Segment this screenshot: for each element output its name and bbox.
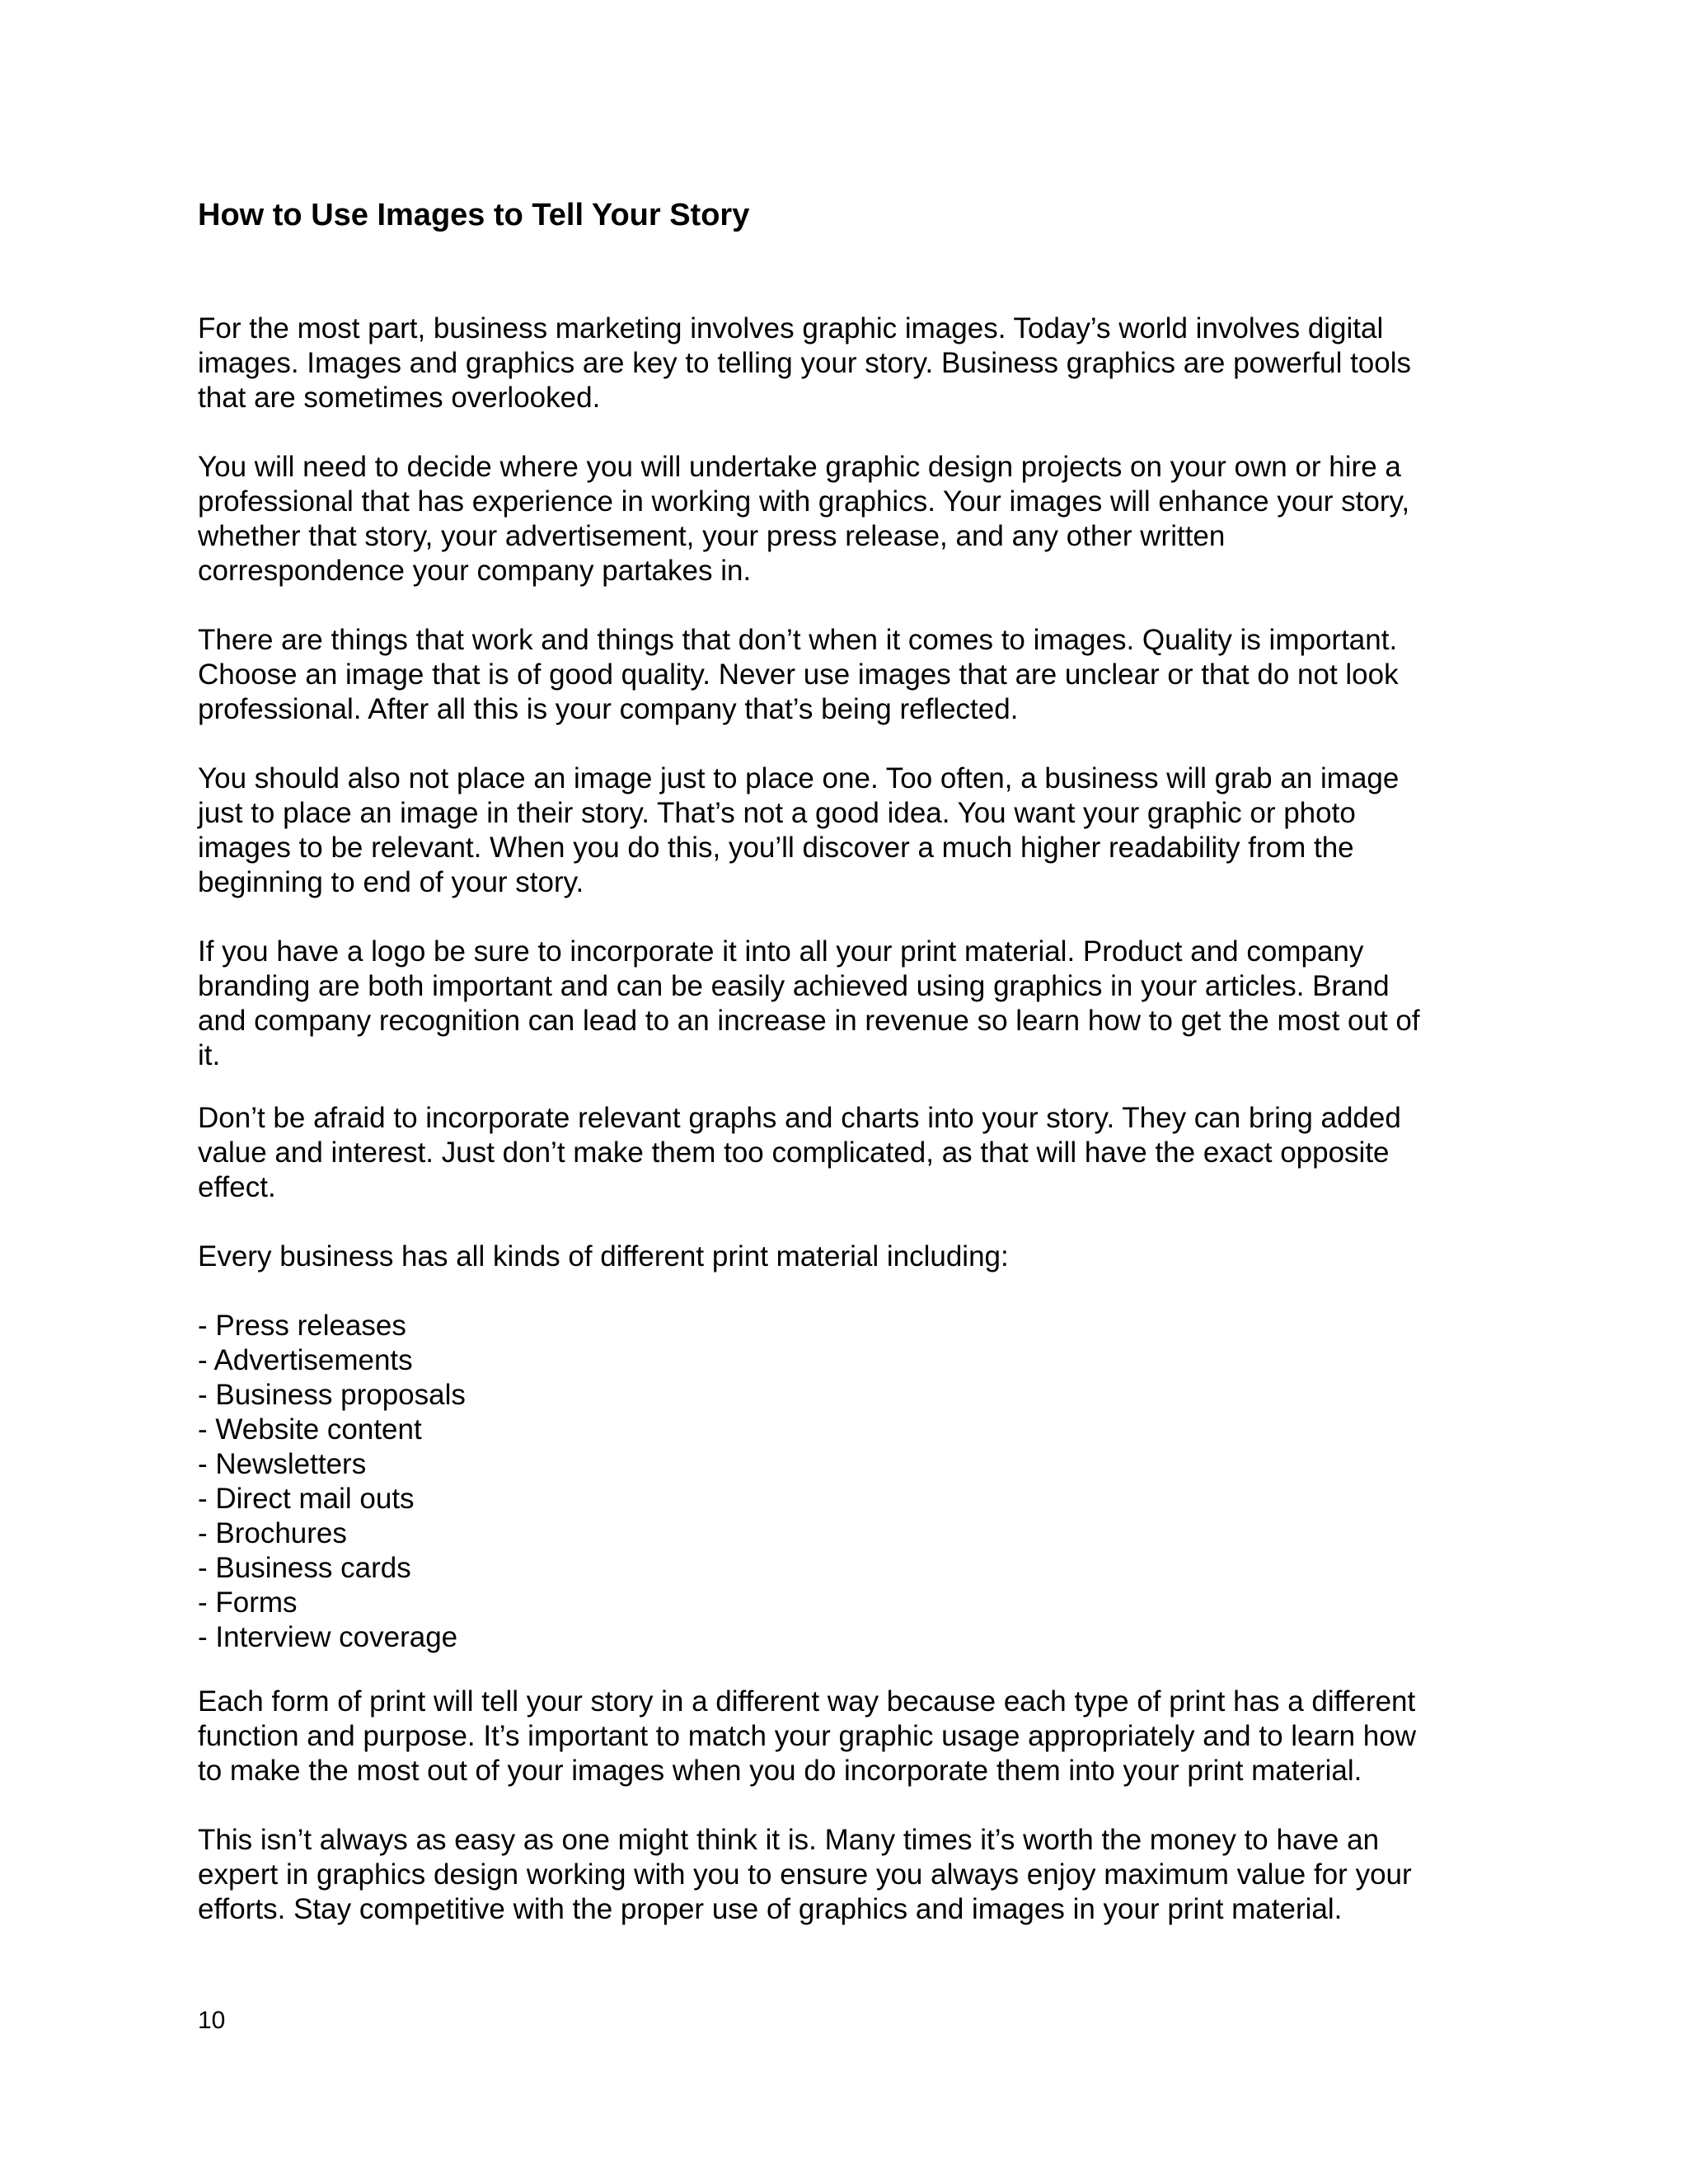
paragraph-line: beginning to end of your story. xyxy=(198,866,584,898)
paragraph-line: You should also not place an image just to place one. Too often, a business will grab an image xyxy=(198,762,1400,794)
paragraph-line: and company recognition can lead to an increase in revenue so learn how to get the most out of xyxy=(198,1005,1420,1037)
paragraph-line: function and purpose. It’s important to match your graphic usage appropriately and to learn how xyxy=(198,1720,1417,1752)
paragraph-line: value and interest. Just don’t make them too complicated, as that will have the exact opposite xyxy=(198,1137,1390,1169)
print-material-list xyxy=(198,1309,466,1655)
paragraph-line: Don’t be afraid to incorporate relevant graphs and charts into your story. They can bring added xyxy=(198,1102,1401,1134)
paragraph-line: professional. After all this is your company that’s being reflected. xyxy=(198,693,1019,725)
list-item: - Business proposals xyxy=(198,1379,466,1411)
paragraph-6 xyxy=(198,1101,1517,1205)
paragraph-3 xyxy=(198,623,1517,727)
paragraph-line: Choose an image that is of good quality. Never use images that are unclear or that do not look xyxy=(198,658,1399,691)
paragraph-4 xyxy=(198,762,1517,900)
list-item: - Business cards xyxy=(198,1552,411,1584)
paragraph-2 xyxy=(198,450,1517,588)
list-item: - Press releases xyxy=(198,1310,406,1342)
list-item: - Website content xyxy=(198,1413,422,1446)
paragraph-line: This isn’t always as easy as one might think it is. Many times it’s worth the money to have an xyxy=(198,1824,1380,1856)
list-item: - Direct mail outs xyxy=(198,1483,415,1515)
paragraph-line: correspondence your company partakes in. xyxy=(198,555,752,587)
paragraph-line: just to place an image in their story. That’s not a good idea. You want your graphic or photo xyxy=(198,797,1356,829)
paragraph-line: efforts. Stay competitive with the proper use of graphics and images in your print material. xyxy=(198,1893,1343,1925)
paragraph-line: images to be relevant. When you do this, you’ll discover a much higher readability from the xyxy=(198,832,1354,864)
paragraph-line: it. xyxy=(198,1039,221,1071)
paragraph-8 xyxy=(198,1685,1517,1788)
paragraph-line: Each form of print will tell your story in a different way because each type of print has a different xyxy=(198,1685,1416,1718)
paragraph-line: There are things that work and things that don’t when it comes to images. Quality is important. xyxy=(198,624,1398,656)
list-item: - Forms xyxy=(198,1586,298,1619)
paragraph-line: You will need to decide where you will undertake graphic design projects on your own or hire a xyxy=(198,451,1401,483)
paragraph-line: that are sometimes overlooked. xyxy=(198,382,601,414)
paragraph-line: professional that has experience in working with graphics. Your images will enhance your story, xyxy=(198,485,1410,518)
paragraph-line: whether that story, your advertisement, your press release, and any other written xyxy=(198,520,1226,552)
paragraph-9 xyxy=(198,1823,1517,1927)
paragraph-line: to make the most out of your images when you do incorporate them into your print material. xyxy=(198,1755,1362,1787)
list-item: - Advertisements xyxy=(198,1344,413,1376)
list-item: - Brochures xyxy=(198,1517,347,1549)
page-title: How to Use Images to Tell Your Story xyxy=(198,198,750,232)
paragraph-7 xyxy=(198,1240,1517,1274)
paragraph-line: If you have a logo be sure to incorporate it into all your print material. Product and company xyxy=(198,935,1364,968)
paragraph-5 xyxy=(198,935,1517,1073)
paragraph-line: expert in graphics design working with you to ensure you always enjoy maximum value for your xyxy=(198,1858,1412,1891)
paragraph-line: Every business has all kinds of different print material including: xyxy=(198,1240,1009,1272)
paragraph-line: For the most part, business marketing involves graphic images. Today’s world involves digital xyxy=(198,312,1384,344)
paragraph-line: branding are both important and can be easily achieved using graphics in your articles. Brand xyxy=(198,970,1390,1002)
list-item: - Interview coverage xyxy=(198,1621,458,1653)
paragraph-line: images. Images and graphics are key to telling your story. Business graphics are powerful tools xyxy=(198,347,1412,379)
page-number: 10 xyxy=(198,2007,226,2034)
list-item: - Newsletters xyxy=(198,1448,367,1480)
paragraph-1 xyxy=(198,312,1517,415)
paragraph-line: effect. xyxy=(198,1171,276,1203)
